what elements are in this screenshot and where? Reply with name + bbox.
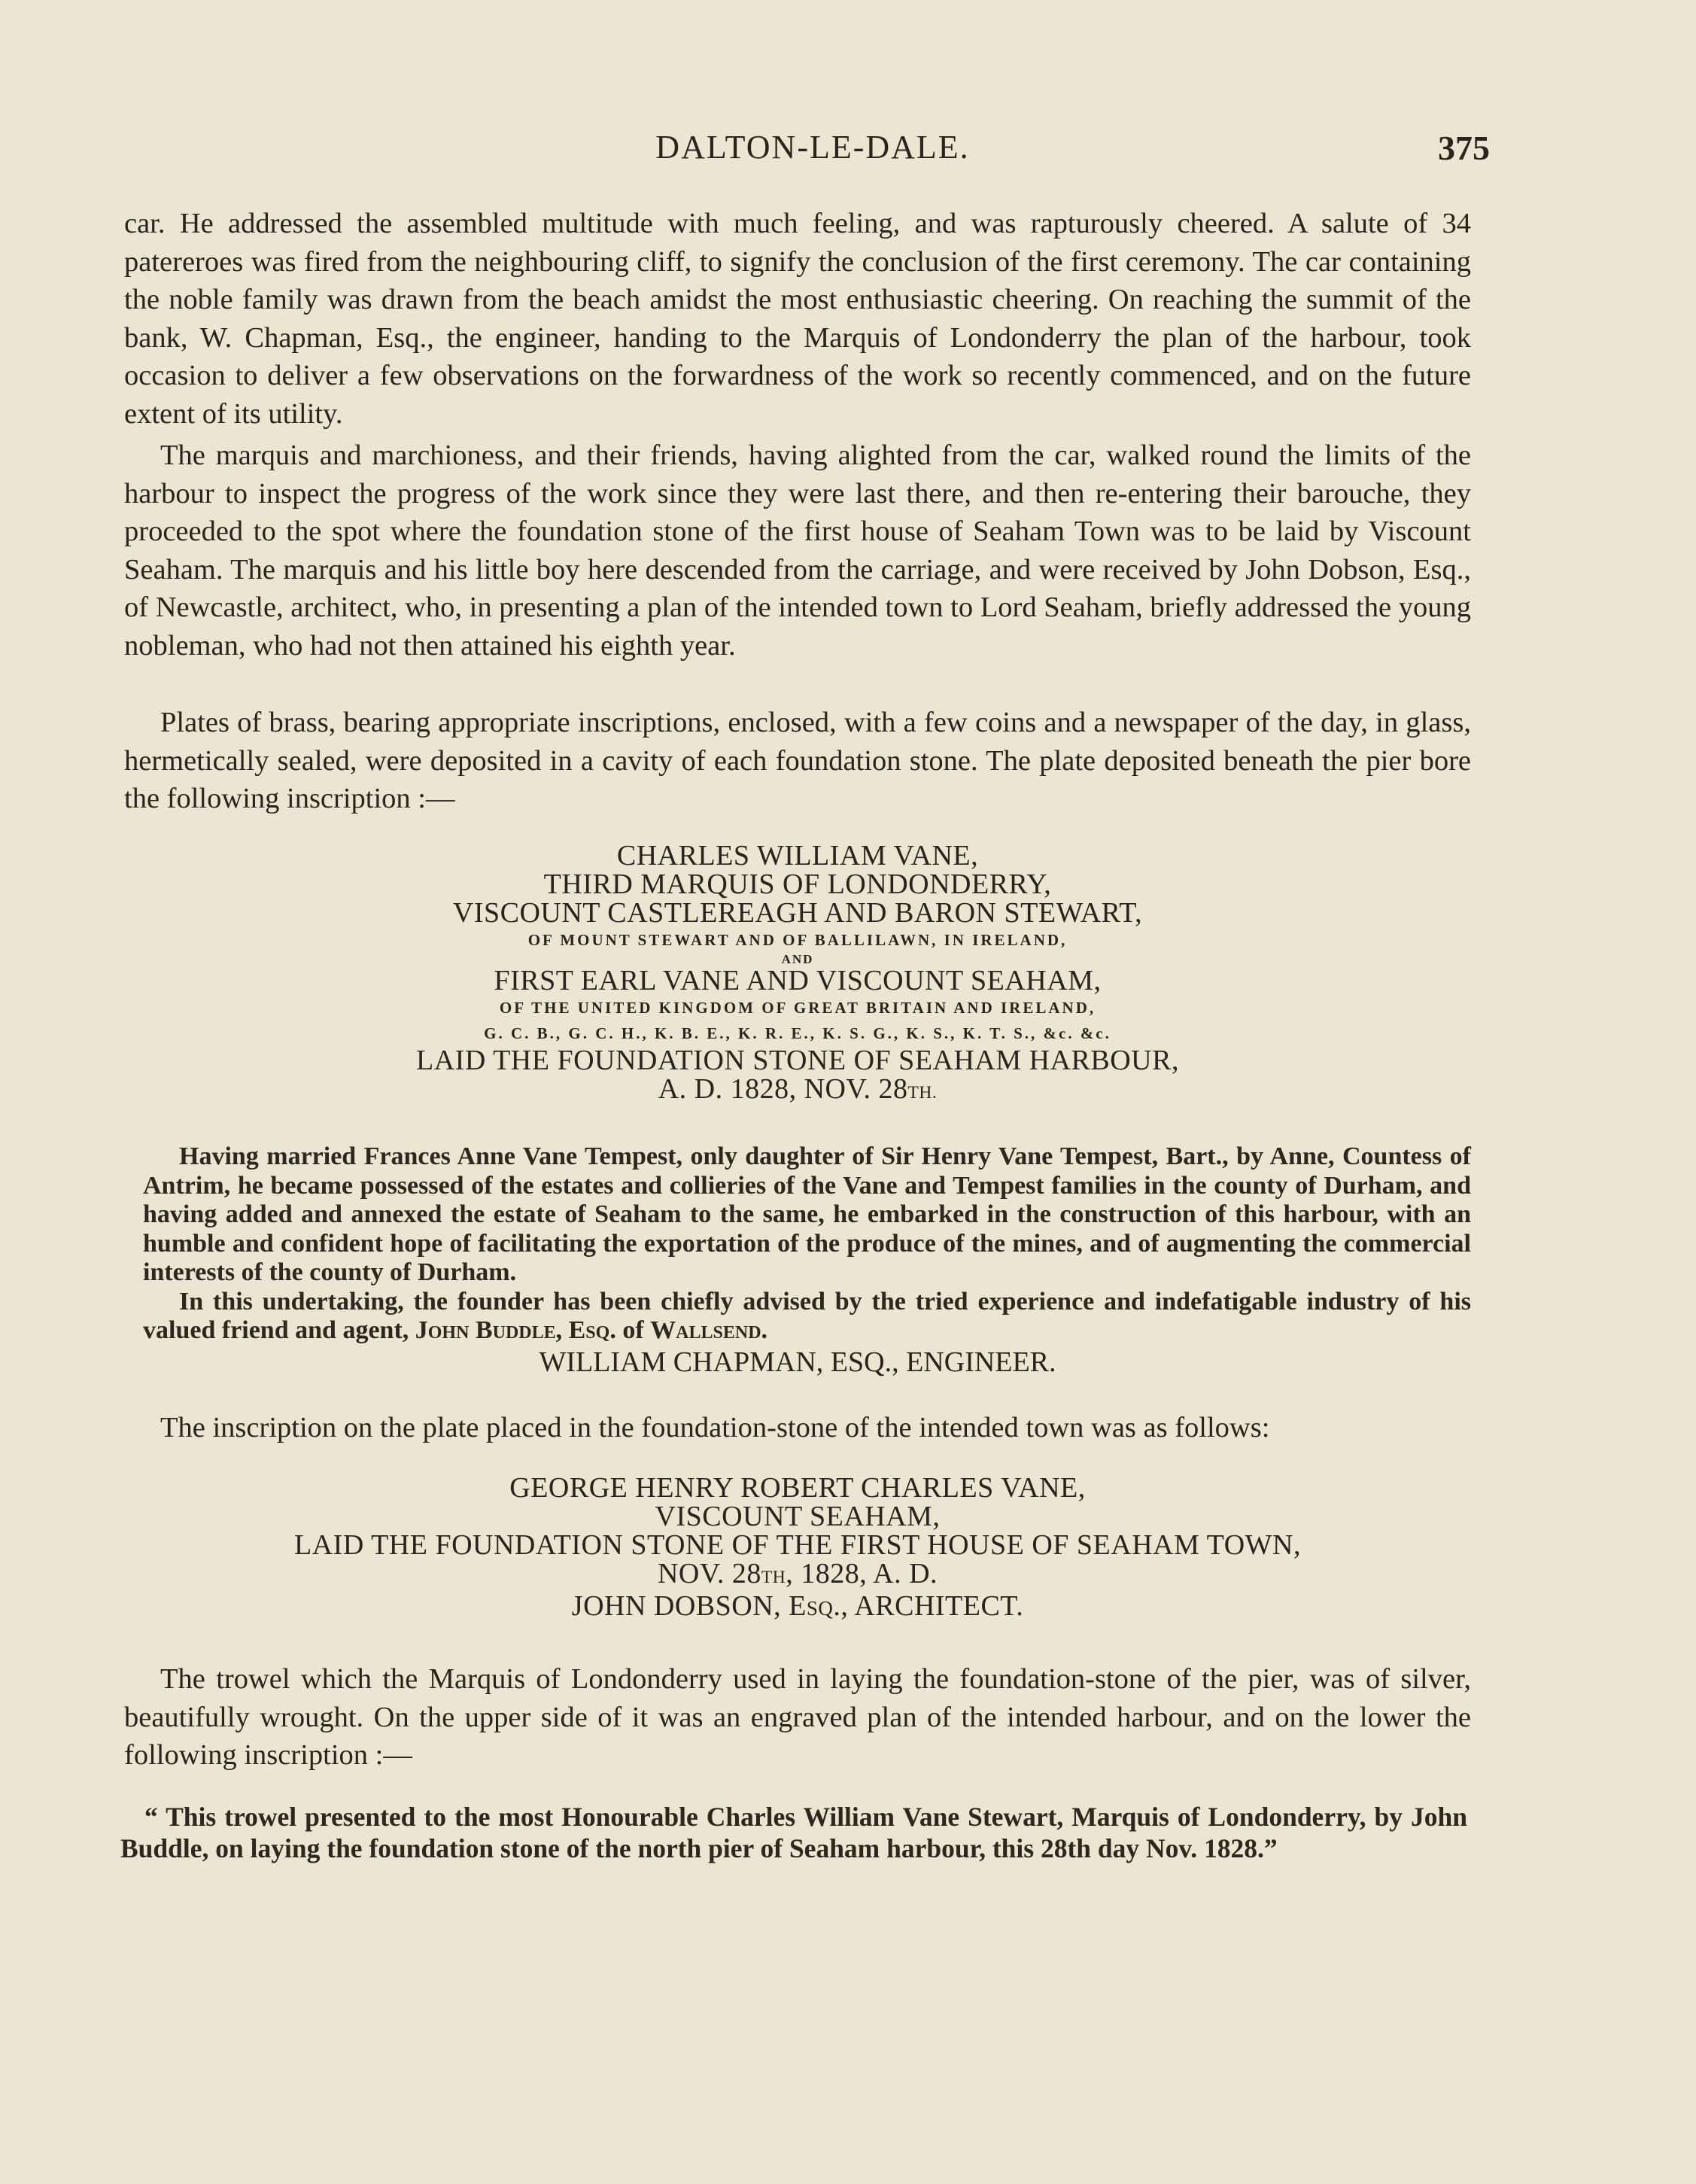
town-inscription-line: VISCOUNT SEAHAM, (655, 1501, 941, 1532)
town-inscription (124, 1474, 1471, 1620)
paragraph-1 (124, 205, 1471, 433)
pier-inscription-line: OF MOUNT STEWART AND OF BALLILAWN, IN IRELAND, (527, 931, 1068, 949)
town-inscription-line: LAID THE FOUNDATION STONE OF THE FIRST HOUSE OF SEAHAM TOWN, (294, 1529, 1301, 1561)
architect-title: , ARCHITECT. (840, 1590, 1024, 1622)
town-date-suffix: TH (761, 1568, 786, 1587)
pier-inscription-line: VISCOUNT CASTLEREAGH AND BARON STEWART, (452, 897, 1143, 929)
running-head (135, 128, 1490, 173)
paragraph-5 (124, 1660, 1471, 1775)
trowel-quote (120, 1801, 1467, 1864)
pier-text-2-of: of (622, 1316, 644, 1344)
running-title: DALTON-LE-DALE. (655, 129, 970, 166)
pier-inscription-text (143, 1142, 1471, 1346)
paragraph-3 (124, 704, 1471, 818)
agent-name: John Buddle, Esq. (415, 1316, 616, 1344)
pier-inscription (124, 841, 1471, 1107)
town-inscription-line: GEORGE HENRY ROBERT CHARLES VANE, (509, 1472, 1086, 1504)
paragraph-2-text: The marquis and marchioness, and their friends, having alighted from the car, walked round the limits of the harbour to inspect the progress of the work since they were last there, and then re-entering their barouche, they proceeded to the spot where the foundation stone of the first house of Seaham Town was to be laid by Viscount Seaham. The marquis and his little boy here descended from the carriage, and were received by John Dobson, Esq., of Newcastle, architect, who, in presenting a plan of the intended town to Lord Seaham, briefly addressed the young nobleman, who had not then attained his eighth year. (124, 440, 1471, 662)
engineer-credit: WILLIAM CHAPMAN, ESQ., ENGINEER. (539, 1346, 1056, 1378)
agent-place: Wallsend. (650, 1316, 768, 1344)
pier-date-suffix: TH. (907, 1083, 938, 1103)
trowel-quote-text: “ This trowel presented to the most Honourable Charles William Vane Stewart, Marquis of Londonderry, by John Buddle, on laying the foundation stone of the north pier of Seaham harbour, this 28th day Nov. 1828.” (120, 1802, 1467, 1863)
town-date-text: NOV. 28 (657, 1558, 761, 1589)
pier-text-2 (143, 1288, 1471, 1346)
page-number: 375 (1438, 129, 1490, 167)
pier-inscription-line: AND (781, 952, 814, 966)
architect-name: JOHN DOBSON, (571, 1590, 782, 1622)
pier-text-1: Having married Frances Anne Vane Tempest, only daughter of Sir Henry Vane Tempest, Bart., by Anne, Countess of Antrim, he became possessed of the estates and collieries of the Vane and Tempest families in the county of Durham, and having added and annexed the estate of Seaham to the same, he embarked in the construction of this harbour, with an humble and confident hope of facilitating the exportation of the produce of the mines, and of augmenting the commercial interests of the county of Durham. (143, 1142, 1471, 1286)
pier-inscription-line: G. C. B., G. C. H., K. B. E., K. R. E., K. S. G., K. S., K. T. S., &c. &c. (484, 1024, 1111, 1042)
pier-inscription-line: FIRST EARL VANE AND VISCOUNT SEAHAM, (494, 965, 1102, 996)
pier-text-2-start: In this undertaking, the founder has been chiefly advised by the tried experience and indefatigable industry of his valued friend and agent, (143, 1287, 1471, 1344)
pier-inscription-line: CHARLES WILLIAM VANE, (616, 840, 979, 871)
paragraph-4-text: The inscription on the plate placed in the foundation-stone of the intended town was as follows: (160, 1412, 1270, 1443)
town-architect (124, 1592, 1471, 1620)
pier-inscription-line: LAID THE FOUNDATION STONE OF SEAHAM HARBOUR, (416, 1045, 1179, 1076)
paragraph-1-text: car. He addressed the assembled multitude with much feeling, and was rapturously cheered. A salute of 34 patereroes was fired from the neighbouring cliff, to signify the conclusion of the first ceremony. The car containing the noble family was drawn from the beach amidst the most enthusiastic cheering. On reaching the summit of the bank, W. Chapman, Esq., the engineer, handing to the Marquis of Londonderry the plan of the harbour, took occasion to deliver a few observations on the forwardness of the work so recently commenced, and on the future extent of its utility. (124, 208, 1471, 430)
paragraph-3-text: Plates of brass, bearing appropriate inscriptions, enclosed, with a few coins and a newspaper of the day, in glass, hermetically sealed, were deposited in a cavity of each foundation stone. The plate deposited beneath the pier bore the following inscription :— (124, 707, 1471, 814)
town-inscription-date (124, 1559, 1471, 1592)
paragraph-2 (124, 436, 1471, 665)
pier-date-text: A. D. 1828, NOV. 28 (658, 1073, 908, 1105)
architect-esq: Esq. (789, 1590, 841, 1622)
pier-inscription-date (124, 1075, 1471, 1107)
paragraph-5-text: The trowel which the Marquis of Londonderry used in laying the foundation-stone of the pier, was of silver, beautifully wrought. On the upper side of it was an engraved plan of the intended harbour, and on the lower the following inscription :— (124, 1663, 1471, 1771)
town-date-end: , 1828, A. D. (786, 1558, 938, 1589)
pier-inscription-line: OF THE UNITED KINGDOM OF GREAT BRITAIN AND IRELAND, (499, 999, 1096, 1017)
pier-inscription-line: THIRD MARQUIS OF LONDONDERRY, (543, 868, 1052, 900)
paragraph-4 (124, 1409, 1471, 1447)
